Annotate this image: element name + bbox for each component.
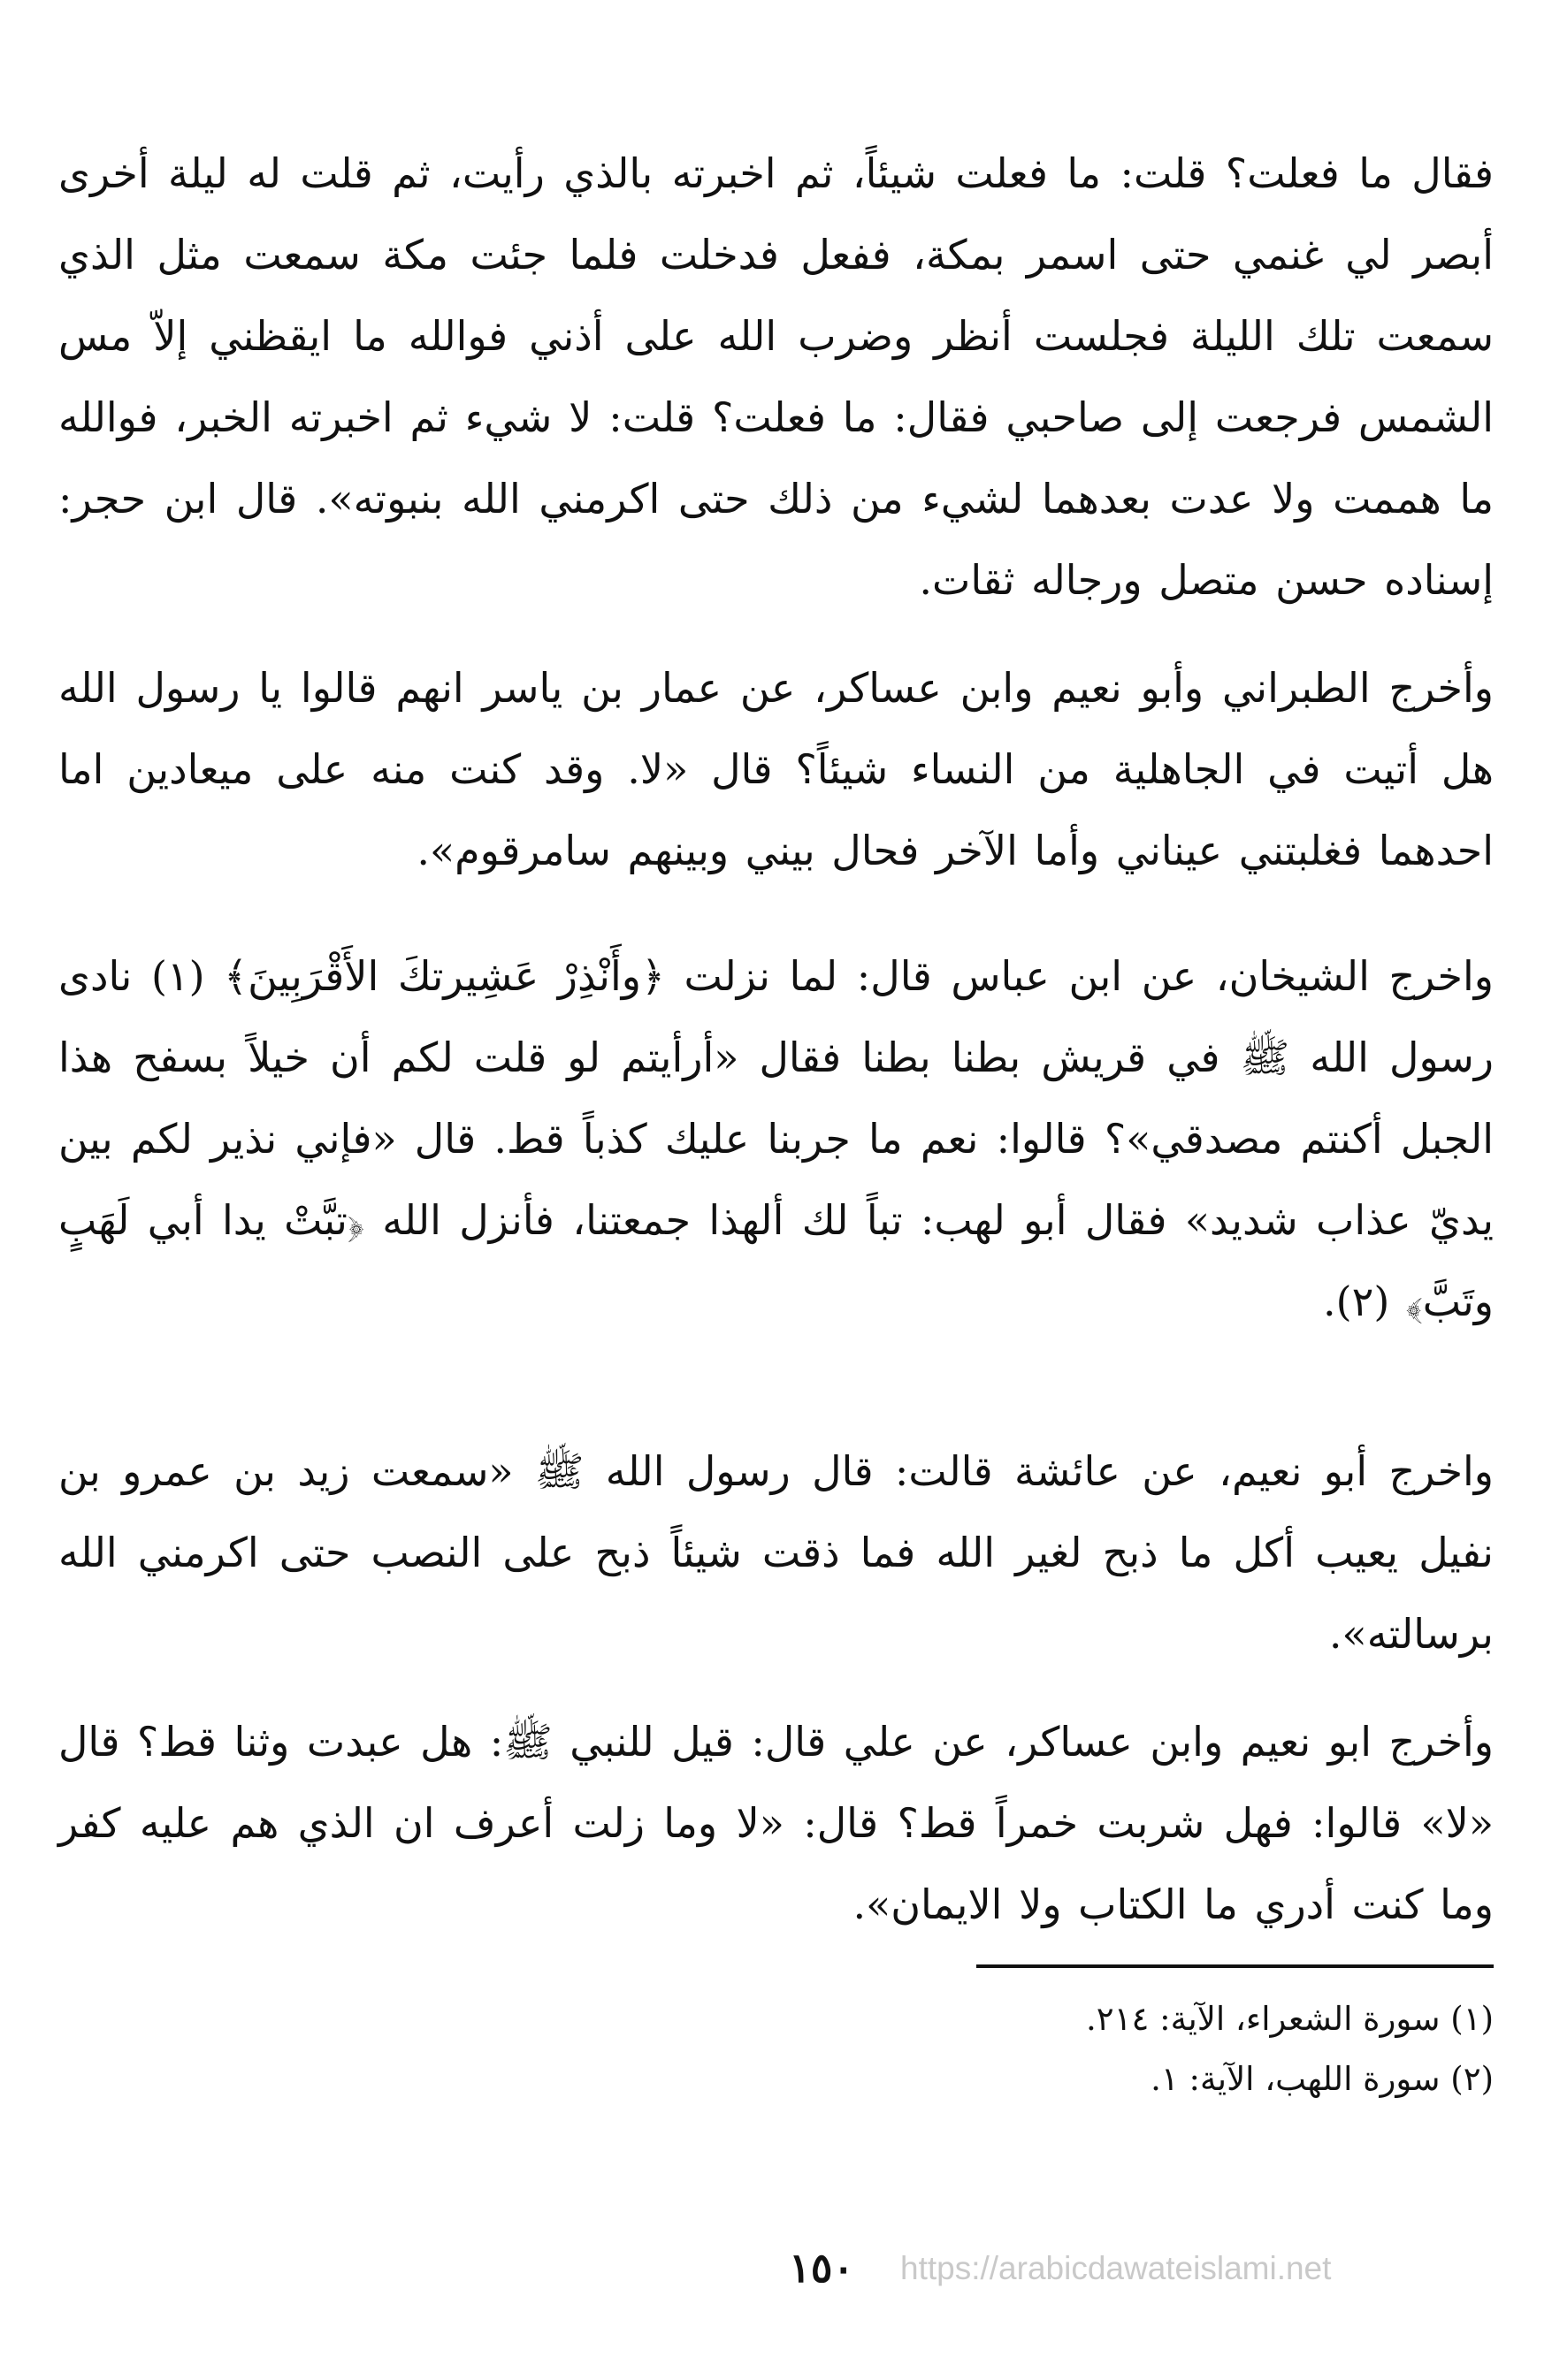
paragraph-5: وأخرج ابو نعيم وابن عساكر، عن علي قال: قيل للنبي ﷺ: هل عبدت وثنا قط؟ قال «لا» قالوا: فهل شربت خمراً قط؟ قال: «لا وما زلت أعرف ان الذي هم عليه كفر وما كنت أدري ما الكتاب ولا الايمان». — [58, 1718, 1494, 1928]
footnotes — [58, 1989, 1494, 2109]
footnote-1: (١) سورة الشعراء، الآية: ٢١٤. — [1086, 2000, 1494, 2038]
footnote-divider — [976, 1964, 1494, 1968]
watermark-url: https://arabicdawateislami.net — [900, 2250, 1332, 2286]
footnote-2: (٢) سورة اللهب، الآية: ١. — [1151, 2060, 1494, 2098]
paragraph-4: واخرج أبو نعيم، عن عائشة قالت: قال رسول الله ﷺ «سمعت زيد بن عمرو بن نفيل يعيب أكل ما ذبح لغير الله فما ذقت شيئاً ذبح على النصب حتى اكرمني الله برسالته». — [58, 1447, 1494, 1658]
main-text — [58, 133, 1494, 1945]
paragraph-2: وأخرج الطبراني وأبو نعيم وابن عساكر، عن عمار بن ياسر انهم قالوا يا رسول الله هل أتيت في الجاهلية من النساء شيئاً؟ قال «لا. وقد كنت منه على ميعادين اما احدهما فغلبتني عيناني وأما الآخر فحال بيني وبينهم سامرقوم». — [58, 664, 1494, 874]
page-footer — [0, 2237, 1552, 2299]
paragraph-3: واخرج الشيخان، عن ابن عباس قال: لما نزلت ﴿وأَنْذِرْ عَشِيرتكَ الأَقْرَبِينَ﴾ (١) نادى رسول الله ﷺ في قريش بطنا بطنا فقال «أرأيتم لو قلت لكم أن خيلاً بسفح هذا الجبل أكنتم مصدقي»؟ قالوا: نعم ما جربنا عليك كذباً قط. قال «فإني نذير لكم بين يديّ عذاب شديد» فقال أبو لهب: تباً لك ألهذا جمعتنا، فأنزل الله ﴿تبَّتْ يدا أبي لَهَبٍ وتَبَّ﴾ (٢). — [58, 952, 1494, 1325]
page-number: ١٥٠ — [789, 2244, 855, 2292]
paragraph-1: فقال ما فعلت؟ قلت: ما فعلت شيئاً، ثم اخبرته بالذي رأيت، ثم قلت له ليلة أخرى أبصر لي غنمي حتى اسمر بمكة، ففعل فدخلت فلما جئت مكة سمعت مثل الذي سمعت تلك الليلة فجلست أنظر وضرب الله على أذني فوالله ما ايقظني إلاّ مس الشمس فرجعت إلى صاحبي فقال: ما فعلت؟ قلت: لا شيء ثم اخبرته الخبر، فوالله ما هممت ولا عدت بعدهما لشيء من ذلك حتى اكرمني الله بنبوته». قال ابن حجر: إسناده حسن متصل ورجاله ثقات. — [58, 149, 1494, 604]
